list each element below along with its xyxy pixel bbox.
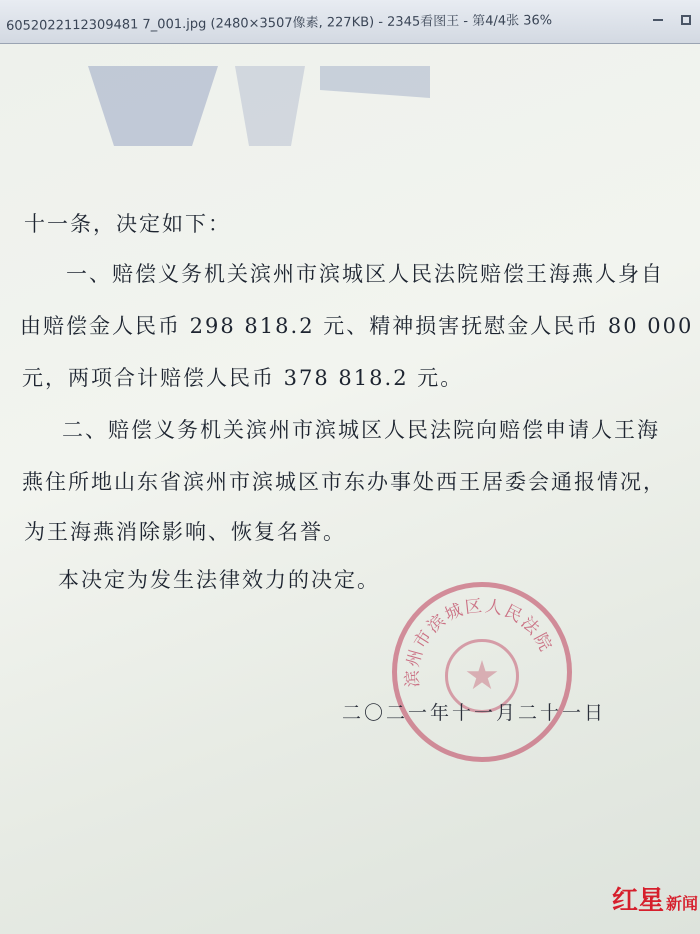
header-emblem-fragment — [320, 66, 430, 146]
viewer-title-bar — [0, 0, 700, 44]
item2-line-1: 二、赔偿义务机关滨州市滨城区人民法院向赔偿申请人王海 — [62, 418, 660, 442]
item2-line-2: 燕住所地山东省滨州市滨城区市东办事处西王居委会通报情况， — [22, 470, 666, 494]
item1-line-2: 由赔偿金人民币 298 818.2 元、精神损害抚慰金人民币 80 000 — [20, 314, 694, 338]
item1-line-1: 一、赔偿义务机关滨州市滨城区人民法院赔偿王海燕人身自 — [66, 262, 664, 286]
window-title: 6052022112309481 7_001.jpg (2480×3507像素, 227KB) - 2345看图王 - 第4/4张 36% — [5, 13, 553, 34]
header-emblem-fragment — [235, 66, 305, 146]
seal-text: 滨州市滨城区人民法院 — [402, 596, 557, 688]
item1-line-3: 元，两项合计赔偿人民币 378 818.2 元。 — [22, 366, 464, 390]
court-seal — [392, 582, 572, 762]
minimize-icon[interactable] — [646, 8, 670, 32]
watermark-brand: 红星 — [612, 886, 665, 916]
header-emblem-fragment — [88, 66, 218, 146]
news-watermark-logo — [612, 880, 698, 917]
decision-date: 二〇二一年十一月二十一日 — [342, 702, 607, 724]
lead-line: 十一条，决定如下： — [24, 212, 231, 236]
watermark-suffix: 新闻 — [666, 894, 699, 913]
item2-line-3: 为王海燕消除影响、恢复名誉。 — [24, 520, 346, 544]
document-page — [0, 44, 700, 934]
closing-line: 本决定为发生法律效力的决定。 — [58, 568, 380, 592]
maximize-icon[interactable] — [674, 8, 698, 32]
